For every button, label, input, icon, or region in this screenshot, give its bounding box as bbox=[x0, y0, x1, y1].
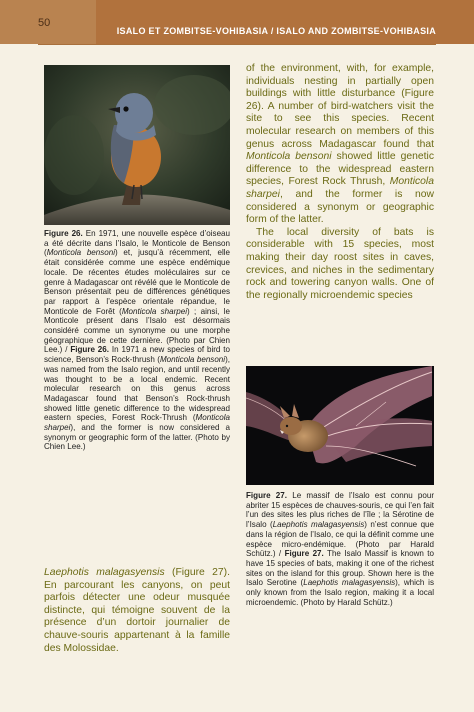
left-species-heading: Laephotis malagasyensis bbox=[44, 567, 165, 578]
figure-27-species-fr: Laephotis malagasyensis bbox=[272, 520, 365, 530]
figure-26-photo bbox=[44, 65, 230, 225]
figure-27-species-en: Laephotis malagasyensis bbox=[303, 578, 396, 588]
figure-26-species-fr-1: Monticola bensoni bbox=[46, 248, 116, 258]
figure-26-text-fr-2: ) et, jusqu’à récemment, elle était considérée comme une espèce endémique locale. De récentes études moléculaires sur ce genre à Madagascar ont révélé que le Monticole de Benson présentait peu de différences génétiques par rapport à l’espèce orientale répandue, le Monticole de Forêt ( bbox=[44, 248, 230, 316]
header-rule bbox=[38, 44, 436, 45]
page-number-box bbox=[0, 0, 96, 44]
page-header bbox=[0, 0, 474, 44]
figure-26-text-en-1: In 1971 a new species of bird to science, Benson’s Rock-thrush ( bbox=[44, 345, 230, 365]
figure-27-text-en-2: ), which is only known from the Isalo region, making it a local microendemic. (Photo by Harald Schütz.) bbox=[246, 578, 434, 607]
figure-26-text-fr-1: En 1971, une nouvelle espèce d’oiseau a été décrite dans l’Isalo, le Monticole de Benson ( bbox=[44, 229, 230, 258]
figure-27-text-en-1: The Isalo Massif is known to have 15 species of bats, making it one of the richest sites on the island for this group. Shown here is the Isalo Serotine ( bbox=[246, 549, 434, 588]
right-p1-species-2: Monticola sharpei bbox=[246, 176, 434, 200]
left-species-suffix: (Figure 27). bbox=[164, 567, 230, 578]
left-body-text bbox=[44, 567, 230, 655]
page-number: 50 bbox=[38, 17, 51, 29]
right-body-text bbox=[246, 63, 434, 302]
right-p2: The local diversity of bats is considerable with 15 species, most making their day roost sites in caves, crevices, and niches in the sedimentary rock and towering canyon walls. One of the regionally microendemic species bbox=[246, 226, 434, 301]
figure-27-photo bbox=[246, 366, 434, 485]
right-p1-species-1: Monticola bensoni bbox=[246, 151, 332, 163]
figure-27-caption bbox=[246, 491, 434, 607]
figure-27-label-fr: Figure 27. bbox=[246, 491, 287, 500]
left-body-paragraph: En parcourant les canyons, on peut parfois détecter une odeur musquée distincte, qui témoigne souvent de la présence d’un dortoir journalier de chauve-souris appartenant à la famille des Molossidae. bbox=[44, 579, 230, 654]
right-p1-a: of the environment, with, for example, individuals nesting in partially open buildings with little disturbance (Figure 26). A number of bird-watchers visit the site to see this species. Recent molecular research on members of this genus across Madagascar found that bbox=[246, 63, 434, 150]
figure-26-species-fr-2: Monticola sharpei bbox=[121, 306, 188, 316]
right-p1-b: showed little genetic difference to the widespread eastern species, Forest Rock Thrush, bbox=[246, 151, 434, 188]
figure-26-caption bbox=[44, 229, 230, 452]
figure-26-species-en-2: Monticola sharpei bbox=[44, 413, 230, 433]
figure-27-text-fr-2: ) n’est connue que dans la région de l’Isalo, ce qui la définit comme une espèce micro-endémique. (Photo par Harald Schütz.) / bbox=[246, 520, 434, 559]
right-p1-c: , and the former is now considered a synonym or geographic form of the latter. bbox=[246, 188, 434, 226]
figure-26-text-fr-3: ) ; ainsi, le Monticole présent dans l’Isalo est désormais considéré comme un synonyme ou une morphe géographique de cette dernière. (Photo par Chien Lee.) / bbox=[44, 306, 230, 355]
figure-26-label-en: Figure 26. bbox=[70, 345, 109, 355]
figure-26-text-en-2: ), was named from the Isalo region, and until recently was thought to be a local endemic. Recent molecular research on this genus across Madagascar found that Benson’s Rock-thrush showed little genetic difference to the widespread eastern species, Forest Rock-Thrush ( bbox=[44, 355, 230, 423]
figure-26-text-en-3: ), and the former is now considered a synonym or geographic form of the latter. (Photo by Chien Lee.) bbox=[44, 423, 230, 452]
figure-26-label-fr: Figure 26. bbox=[44, 229, 83, 238]
running-head: ISALO ET ZOMBITSE-VOHIBASIA / ISALO AND ZOMBITSE-VOHIBASIA bbox=[116, 26, 436, 36]
figure-27-text-fr-1: Le massif de l’Isalo est connu pour abriter 15 espèces de chauves-souris, ce qui l’en fait l’un des sites les plus riches de l’île ; la Sérotine de l’Isalo ( bbox=[246, 491, 435, 530]
figure-27-label-en: Figure 27. bbox=[284, 549, 324, 559]
figure-26-species-en-1: Monticola bensoni bbox=[159, 355, 226, 365]
